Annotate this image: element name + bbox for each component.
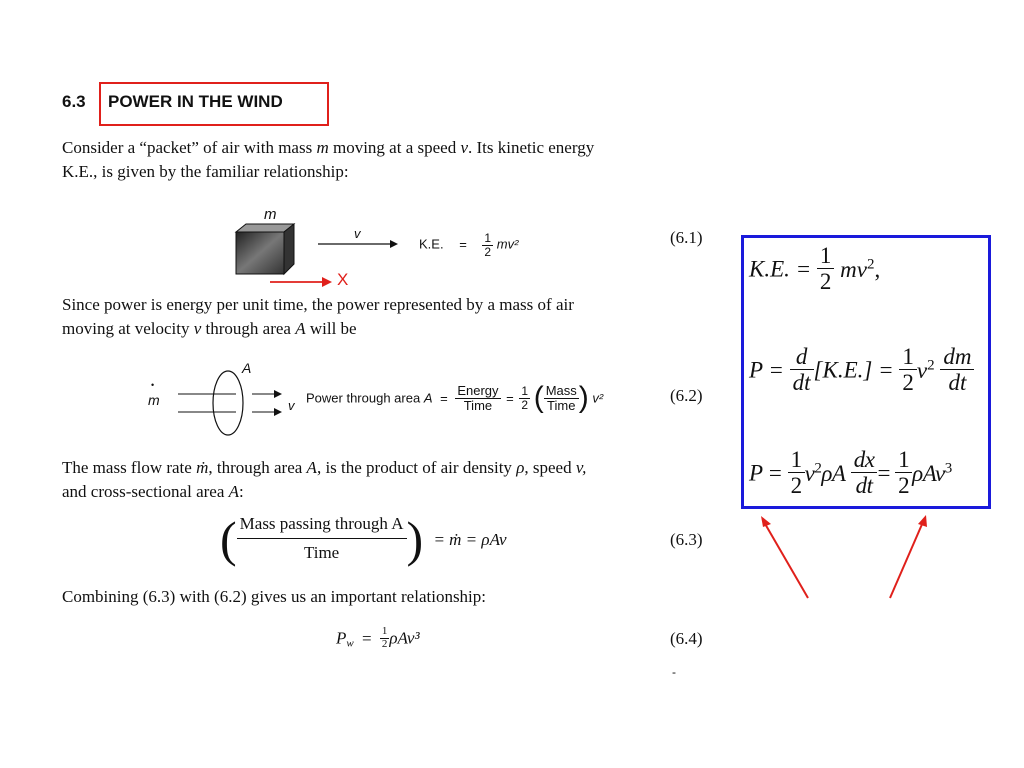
- text: :: [239, 482, 244, 501]
- ke-label: K.E.: [419, 236, 444, 252]
- text: . Its kinetic energy: [468, 138, 595, 157]
- paragraph-3-line-2: [62, 480, 244, 504]
- exponent: 2: [927, 356, 935, 373]
- p-lhs: P =: [749, 357, 784, 383]
- velocity-label: v: [354, 226, 361, 241]
- left-paren: (: [220, 511, 237, 567]
- numerator: 1: [381, 625, 388, 637]
- v-squared: v²: [592, 390, 604, 406]
- energy-over-time: [455, 384, 500, 412]
- eq63-rhs: = ṁ = ρAv: [433, 529, 507, 549]
- text: , speed: [524, 458, 572, 477]
- mv-term: [840, 257, 880, 282]
- denominator: 2: [484, 244, 492, 259]
- power-text: Power through area: [306, 390, 421, 406]
- derivation-line-1: [749, 243, 880, 295]
- section-title: POWER IN THE WIND: [108, 92, 283, 111]
- power-A: A: [423, 390, 433, 406]
- area-flow-diagram-icon: [170, 370, 285, 440]
- text: will be: [309, 319, 357, 338]
- text: and cross-sectional area: [62, 482, 225, 501]
- numerator: Mass passing through A: [237, 515, 407, 539]
- equals-sign: =: [459, 236, 467, 252]
- numerator: dm: [940, 344, 974, 370]
- paragraph-4: Combining (6.3) with (6.2) gives us an important relationship:: [62, 587, 487, 606]
- one-half: [895, 447, 912, 499]
- area-label: A: [242, 360, 252, 376]
- v: v: [804, 460, 815, 486]
- exponent: 2: [814, 459, 822, 476]
- paragraph-2-line-2: [62, 317, 357, 341]
- one-half: [380, 626, 390, 650]
- denominator: dt: [792, 370, 811, 396]
- v: v: [916, 357, 928, 383]
- dx-over-dt: [851, 447, 878, 499]
- power-formula: [306, 383, 603, 413]
- section-number: 6.3: [62, 92, 86, 111]
- ke-bracket: [K.E.] =: [813, 357, 894, 383]
- cube-mass-label: m: [264, 206, 277, 223]
- rho-a: ρA: [821, 460, 846, 486]
- text: , is the product of air density: [316, 458, 512, 477]
- denominator: Time: [547, 397, 576, 413]
- mass-over-time: [544, 384, 579, 412]
- equation-6-3: [220, 511, 507, 567]
- paragraph-1-line-1: [62, 136, 594, 160]
- one-half: [482, 232, 493, 258]
- eq-number-6-4: (6.4): [670, 629, 703, 648]
- denominator: 2: [381, 637, 388, 650]
- denominator: 2: [819, 269, 832, 295]
- text: Consider a “packet” of air with mass: [62, 138, 313, 157]
- derivation-line-3: [749, 447, 952, 499]
- x-label: X: [337, 270, 349, 289]
- equals-sign: =: [361, 628, 372, 648]
- denominator: dt: [948, 370, 967, 396]
- d-over-dt: [790, 344, 814, 396]
- derivation-line-2: [749, 344, 974, 396]
- symbol-rho: ρ: [516, 458, 525, 477]
- numerator: 1: [521, 383, 529, 398]
- denominator: Time: [303, 543, 340, 562]
- numerator: 1: [484, 231, 492, 245]
- v-term: [805, 461, 846, 486]
- denominator: Time: [463, 397, 493, 413]
- paragraph-3-line-1: [62, 456, 586, 480]
- paragraph-1-line-2: K.E., is given by the familiar relationship:: [62, 162, 349, 181]
- comma: ,: [874, 256, 881, 282]
- numerator: 1: [895, 447, 912, 473]
- mass-passing-fraction: [237, 515, 407, 562]
- flow-v-label: v: [288, 398, 295, 413]
- mdot-dot: •: [151, 380, 155, 390]
- exponent: 3: [944, 459, 952, 476]
- one-half: [788, 447, 805, 499]
- numerator: d: [790, 344, 814, 370]
- ke-lhs: K.E. =: [749, 256, 812, 282]
- symbol-m: m: [316, 138, 329, 157]
- eq64-lhs: P: [336, 628, 347, 648]
- x-arrow-icon: [270, 276, 332, 288]
- exponent: 2: [867, 255, 875, 272]
- text: The mass flow rate: [62, 458, 192, 477]
- symbol-A: A: [295, 319, 306, 338]
- eq64-rhs: ρAv³: [389, 628, 420, 648]
- paragraph-2-line-1: Since power is energy per unit time, the power represented by a mass of air: [62, 295, 574, 314]
- p-lhs: P =: [749, 460, 783, 486]
- right-paren: ): [406, 511, 424, 567]
- mv: mv: [840, 256, 867, 282]
- eq64-lhs-sub: w: [346, 637, 354, 650]
- v-term: [917, 358, 935, 383]
- numerator: 1: [899, 344, 917, 370]
- mass-cube-icon: [234, 222, 296, 276]
- symbol-v: v: [193, 319, 202, 338]
- text: , through area: [208, 458, 303, 477]
- ke-formula: [419, 232, 518, 258]
- eq-number-6-3: (6.3): [670, 530, 703, 549]
- symbol-v: v,: [575, 458, 587, 477]
- footnote-mark: -: [672, 665, 676, 679]
- eq-number-6-2: (6.2): [670, 386, 703, 405]
- text: through area: [205, 319, 291, 338]
- equals-sign: =: [877, 460, 890, 486]
- denominator: dt: [855, 473, 873, 499]
- denominator: 2: [521, 397, 529, 412]
- one-half: [817, 243, 835, 295]
- numerator: 1: [788, 447, 805, 473]
- denominator: 2: [790, 473, 802, 499]
- equals-sign: =: [506, 390, 514, 406]
- symbol-v: v: [460, 138, 468, 157]
- numerator: Energy: [457, 382, 499, 398]
- dm-over-dt: [940, 344, 974, 396]
- numerator: 1: [817, 243, 835, 269]
- rho-a-v-term: [912, 461, 952, 486]
- right-paren: ): [578, 381, 589, 414]
- symbol-mdot: ṁ: [196, 458, 209, 477]
- symbol-A: A: [306, 458, 317, 477]
- denominator: 2: [902, 370, 914, 396]
- one-half: [899, 344, 917, 396]
- text: moving at velocity: [62, 319, 190, 338]
- symbol-A: A: [228, 482, 240, 501]
- equals-sign: =: [440, 390, 448, 406]
- mv-squared: mv²: [496, 236, 519, 252]
- left-paren: (: [533, 381, 544, 414]
- eq-number-6-1: (6.1): [670, 228, 703, 247]
- text: moving at a speed: [332, 138, 457, 157]
- numerator: Mass: [545, 382, 577, 398]
- denominator: 2: [898, 473, 910, 499]
- mdot-m: m: [148, 392, 160, 408]
- rho-a-v: ρAv: [912, 460, 945, 486]
- one-half: [519, 385, 530, 411]
- pointer-arrows-icon: [750, 510, 940, 605]
- numerator: dx: [851, 447, 878, 473]
- equation-6-4: [336, 626, 420, 650]
